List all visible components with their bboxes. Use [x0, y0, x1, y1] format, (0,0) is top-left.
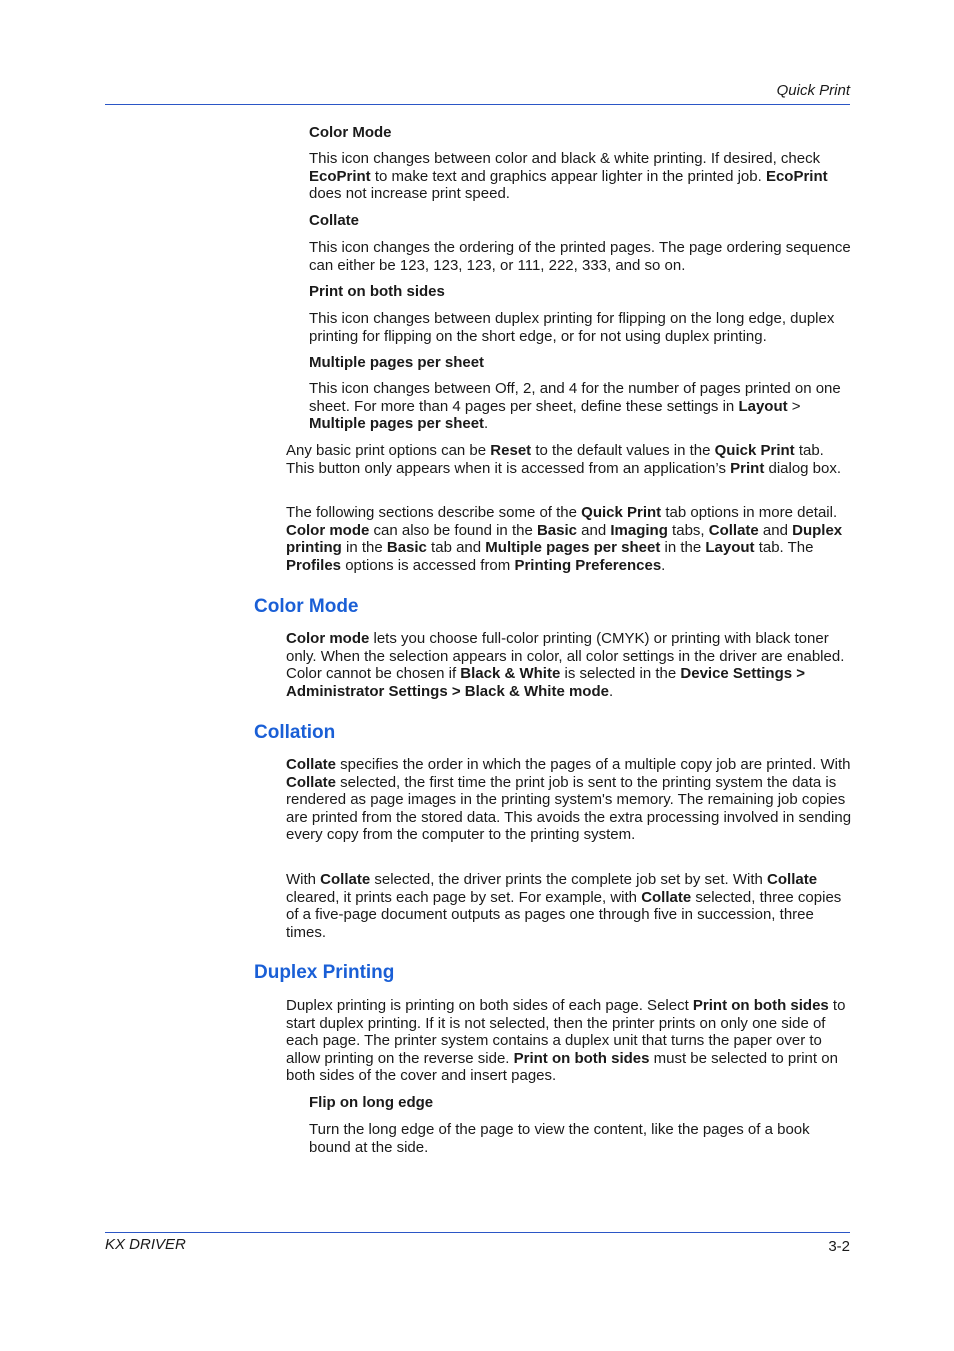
color-mode-paragraph: Color mode lets you choose full-color printing (CMYK) or printing with black toner only. When the selection appears in color, all color settings in the driver are enabled. Color cannot be chosen if Black & White is selected in the Device Settings > Administrator Settings > Black & White mode.	[286, 630, 845, 700]
duplex-sub-paragraph: Turn the long edge of the page to view the content, like the pages of a book bound at the side.	[309, 1121, 810, 1156]
section-heading-duplex: Duplex Printing	[254, 962, 395, 983]
icon-heading-print-both-sides: Print on both sides	[309, 283, 445, 300]
collation-paragraph-1: Collate specifies the order in which the pages of a multiple copy job are printed. With Collate selected, the first time the print job is sent to the printing system the data is rendered as page images in the printing system's memory. The remaining job copies are printed from the stored data. This avoids the extra processing involved in sending every copy from the computer to the printing system.	[286, 756, 852, 844]
section-heading-collation: Collation	[254, 722, 336, 743]
section-heading-color-mode: Color Mode	[254, 596, 359, 617]
duplex-sub-heading: Flip on long edge	[309, 1094, 434, 1111]
running-header: Quick Print	[776, 82, 850, 99]
footer-rule	[105, 1232, 850, 1233]
icon-heading-multiple-pages: Multiple pages per sheet	[309, 354, 485, 371]
duplex-paragraph: Duplex printing is printing on both sides of each page. Select Print on both sides to start duplex printing. If it is not selected, then the printer prints on only one side of each page. The printer system contains a duplex unit that turns the paper over to allow printing on the reverse side. Print on both sides must be selected to print on both sides of the cover and insert pages.	[286, 997, 846, 1085]
icon-heading-collate: Collate	[309, 212, 360, 229]
icon-paragraph-print-both-sides: This icon changes between duplex printing for flipping on the long edge, duplex printing for flipping on the short edge, or for not using duplex printing.	[309, 310, 835, 345]
header-rule	[105, 104, 850, 105]
icon-paragraph-color-mode: This icon changes between color and black & white printing. If desired, check EcoPrint to make text and graphics appear lighter in the printed job. EcoPrint does not increase print speed.	[309, 150, 828, 203]
icon-heading-color-mode: Color Mode	[309, 124, 392, 141]
page-number: 3-2	[828, 1238, 850, 1255]
collation-paragraph-2: With Collate selected, the driver prints the complete job set by set. With Collate cleared, it prints each page by set. For example, with Collate selected, three copies of a five-page document outputs as pages one through five in succession, three times.	[286, 871, 842, 941]
icon-paragraph-collate: This icon changes the ordering of the printed pages. The page ordering sequence can either be 123, 123, 123, or 111, 222, 333, and so on.	[309, 239, 851, 274]
icon-paragraph-multiple-pages: This icon changes between Off, 2, and 4 for the number of pages printed on one sheet. For more than 4 pages per sheet, define these settings in Layout > Multiple pages per sheet.	[309, 380, 841, 433]
intro-paragraph-reset: Any basic print options can be Reset to the default values in the Quick Print tab. This button only appears when it is accessed from an application’s Print dialog box.	[286, 442, 842, 477]
intro-paragraph-sections: The following sections describe some of the Quick Print tab options in more detail. Color mode can also be found in the Basic and Imaging tabs, Collate and Duplex printing in the Basic tab and Multiple pages per sheet in the Layout tab. The Profiles options is accessed from Printing Preferences.	[286, 504, 843, 574]
footer-doc-title: KX DRIVER	[105, 1236, 186, 1253]
